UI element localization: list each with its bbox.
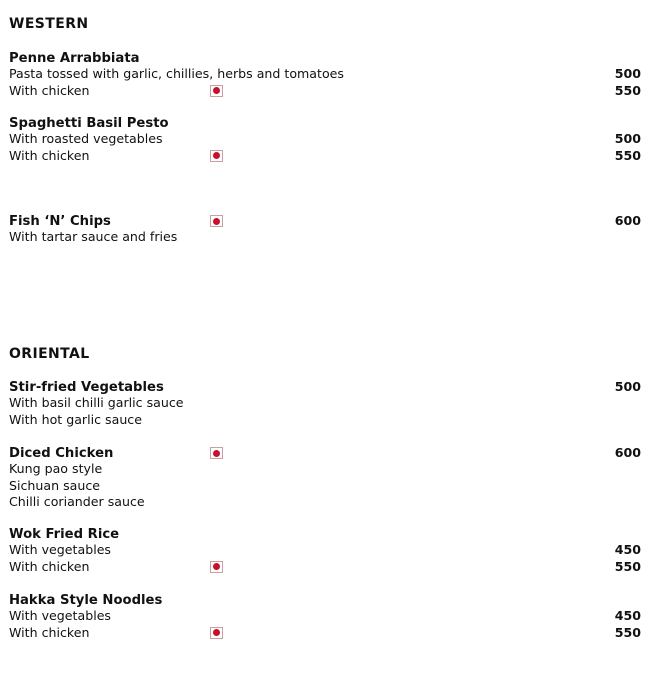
item-name: Stir-fried Vegetables	[9, 380, 164, 395]
non-veg-icon	[210, 215, 223, 227]
item-price: 550	[614, 624, 641, 640]
item-option-line	[9, 478, 641, 494]
item-name-line	[9, 445, 641, 461]
item-name-line	[9, 592, 641, 608]
item-price: 550	[614, 82, 641, 98]
item-name: Wok Fried Rice	[9, 527, 120, 542]
non-veg-icon	[210, 150, 223, 162]
item-option-line	[9, 83, 641, 99]
item-description: With tartar sauce and fries	[9, 229, 178, 245]
item-option: With vegetables	[9, 542, 111, 558]
section-title-oriental: ORIENTAL	[9, 346, 90, 362]
item-name-line	[9, 379, 641, 395]
item-name: Diced Chicken	[9, 446, 114, 461]
item-option-line	[9, 412, 641, 428]
menu-item-hakka-style-noodles	[9, 592, 641, 641]
item-option: With chicken	[9, 82, 90, 98]
menu-item-diced-chicken	[9, 445, 641, 510]
item-option-line	[9, 608, 641, 624]
item-name: Hakka Style Noodles	[9, 593, 163, 608]
item-name-line	[9, 526, 641, 542]
item-price: 450	[614, 608, 641, 624]
item-option-line	[9, 229, 641, 245]
non-veg-icon	[210, 627, 223, 639]
item-name-line	[9, 115, 641, 131]
section-title-western: WESTERN	[9, 16, 89, 32]
item-option: With vegetables	[9, 608, 111, 624]
item-description: With roasted vegetables	[9, 131, 163, 147]
item-description: Chilli coriander sauce	[9, 493, 145, 509]
item-name-line	[9, 213, 641, 229]
item-description: With basil chilli garlic sauce	[9, 395, 184, 411]
item-option-line	[9, 66, 641, 82]
item-name-line	[9, 50, 641, 66]
item-option-line	[9, 494, 641, 510]
item-price: 550	[614, 558, 641, 574]
menu-item-penne-arrabbiata	[9, 50, 641, 99]
item-description: Pasta tossed with garlic, chillies, herbs and tomatoes	[9, 66, 344, 82]
item-name: Fish ‘N’ Chips	[9, 214, 111, 229]
item-option-line	[9, 395, 641, 411]
item-option-line	[9, 131, 641, 147]
item-option-line	[9, 542, 641, 558]
item-option-line	[9, 461, 641, 477]
menu-item-wok-fried-rice	[9, 526, 641, 575]
item-price: 500	[614, 66, 641, 82]
item-name: Spaghetti Basil Pesto	[9, 116, 169, 131]
non-veg-icon	[210, 561, 223, 573]
menu-item-fish-n-chips	[9, 213, 641, 246]
item-option-line	[9, 148, 641, 164]
item-option-line	[9, 559, 641, 575]
item-price: 500	[614, 131, 641, 147]
item-description: Kung pao style	[9, 461, 103, 477]
item-description: With hot garlic sauce	[9, 411, 142, 427]
item-price: 500	[614, 379, 641, 394]
item-option-line	[9, 625, 641, 641]
item-price: 600	[614, 445, 641, 460]
non-veg-icon	[210, 447, 223, 459]
item-price: 550	[614, 147, 641, 163]
menu-item-stir-fried-vegetables	[9, 379, 641, 428]
item-description: Sichuan sauce	[9, 477, 101, 493]
item-price: 600	[614, 213, 641, 228]
item-option: With chicken	[9, 147, 90, 163]
non-veg-icon	[210, 85, 223, 97]
item-option: With chicken	[9, 624, 90, 640]
item-option: With chicken	[9, 558, 90, 574]
item-price: 450	[614, 542, 641, 558]
item-name: Penne Arrabbiata	[9, 51, 140, 66]
menu-item-spaghetti-basil-pesto	[9, 115, 641, 164]
